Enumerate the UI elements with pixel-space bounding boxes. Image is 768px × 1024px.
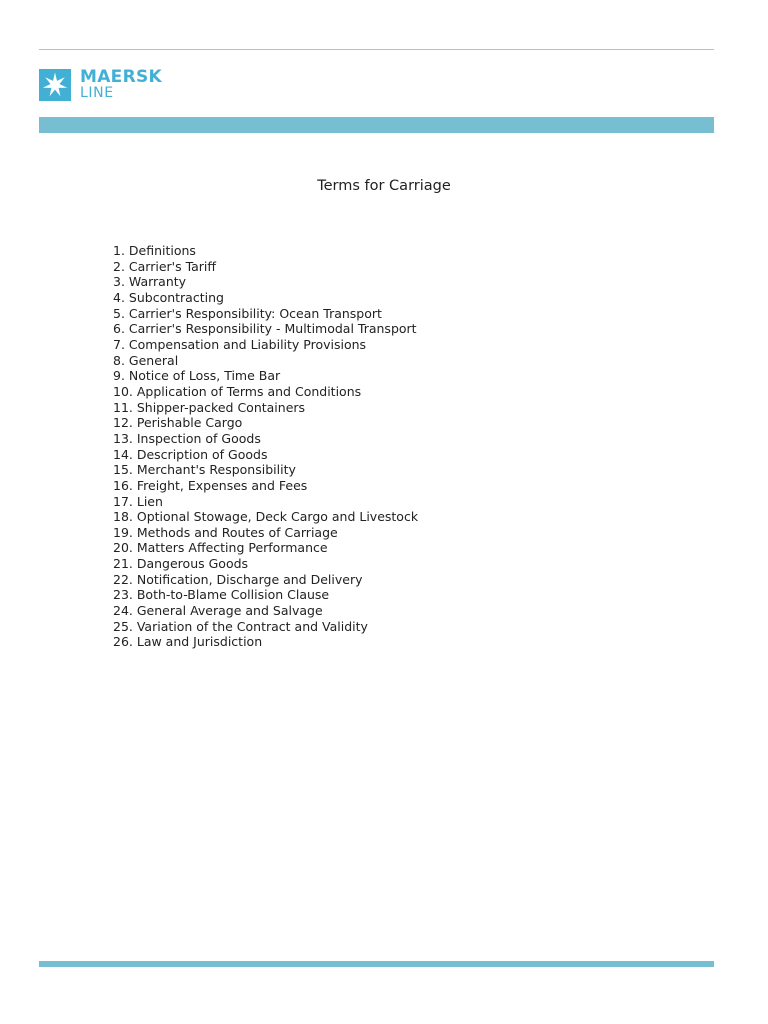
toc-item: 14. Description of Goods — [113, 446, 268, 462]
toc-item: 24. General Average and Salvage — [113, 603, 323, 619]
seven-pointed-star-icon — [39, 69, 71, 101]
toc-item: 21. Dangerous Goods — [113, 556, 249, 572]
toc-item: 23. Both-to-Blame Collision Clause — [113, 587, 330, 603]
toc-item: 11. Shipper-packed Containers — [113, 399, 306, 415]
toc-item: 12. Perishable Cargo — [113, 415, 243, 431]
toc-item: 3. Warranty — [113, 274, 187, 290]
toc-item: 22. Notification, Discharge and Delivery — [113, 571, 363, 587]
table-of-contents — [113, 243, 418, 650]
logo-wordmark — [80, 69, 162, 101]
toc-item: 2. Carrier's Tariff — [113, 258, 217, 274]
toc-item: 4. Subcontracting — [113, 289, 224, 305]
top-divider — [39, 49, 714, 50]
toc-item: 8. General — [113, 352, 179, 368]
toc-item: 15. Merchant's Responsibility — [113, 462, 296, 478]
footer-band — [39, 961, 714, 967]
toc-item: 25. Variation of the Contract and Validity — [113, 618, 368, 634]
logo-sub-text: LINE — [80, 85, 114, 101]
toc-item: 10. Application of Terms and Conditions — [113, 383, 362, 399]
logo-brand-text: MAERSK — [80, 67, 162, 87]
toc-item: 9. Notice of Loss, Time Bar — [113, 368, 281, 384]
toc-item: 6. Carrier's Responsibility - Multimodal Transport — [113, 321, 417, 337]
toc-item: 1. Definitions — [113, 243, 196, 258]
document-title: Terms for Carriage — [317, 178, 451, 194]
toc-item: 19. Methods and Routes of Carriage — [113, 524, 338, 540]
header-band — [39, 117, 714, 133]
toc-item: 17. Lien — [113, 493, 163, 509]
toc-item: 20. Matters Affecting Performance — [113, 540, 328, 556]
toc-item: 7. Compensation and Liability Provisions — [113, 336, 367, 352]
toc-item: 16. Freight, Expenses and Fees — [113, 477, 308, 493]
toc-item: 18. Optional Stowage, Deck Cargo and Livestock — [113, 509, 419, 525]
toc-item: 5. Carrier's Responsibility: Ocean Transport — [113, 305, 382, 321]
toc-item: 13. Inspection of Goods — [113, 430, 261, 446]
maersk-line-logo — [39, 69, 162, 101]
toc-item: 26. Law and Jurisdiction — [113, 634, 263, 650]
